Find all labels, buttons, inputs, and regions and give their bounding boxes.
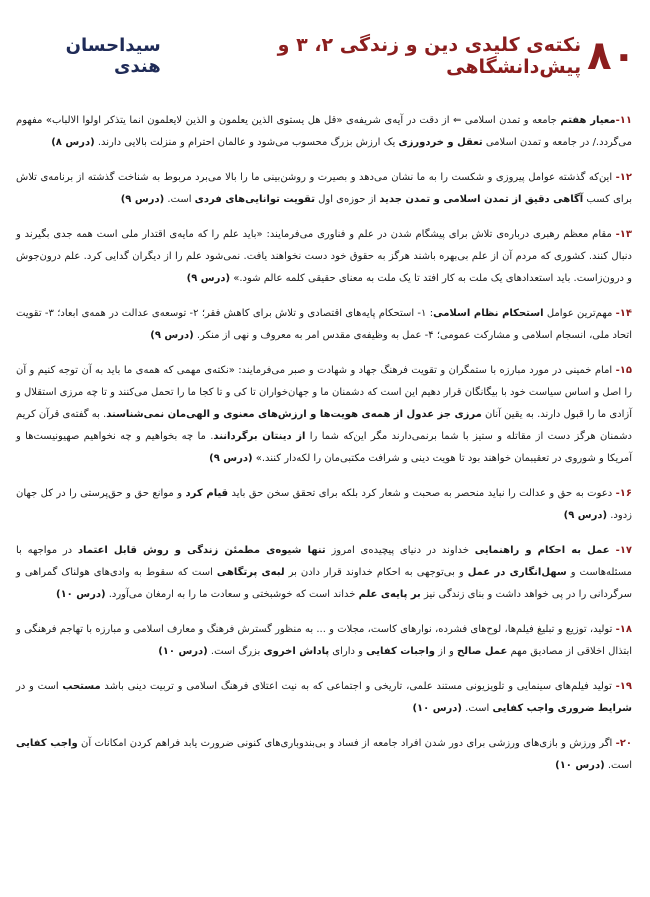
item-number: ۱۴- xyxy=(615,308,632,319)
author-name: سیداحسان هندی xyxy=(65,35,161,77)
item-text: اگر ورزش و بازی‌های ورزشی برای دور شدن افراد جامعه از فساد و بی‌بندوباری‌های کنونی ضرورت یابد فراهم کردن امکانات آن xyxy=(77,738,616,749)
list-item xyxy=(16,483,632,527)
lesson-reference: (درس ۹) xyxy=(120,194,165,205)
item-text: خداوند در دنیای پیچیده‌ی امروز xyxy=(325,545,475,556)
item-number: ۱۵- xyxy=(615,365,632,376)
item-text: یک ارزش بزرگ محسوب می‌شود و عالمان احترام و منزلت بالایی دارند. xyxy=(94,137,399,148)
list-item xyxy=(16,540,632,606)
item-text-bold: واجب کفایی xyxy=(16,738,78,749)
item-text-bold: عمل صالح xyxy=(456,646,508,657)
item-text: تولید فیلم‌های سینمایی و تلویزیونی مستند علمی، تاریخی و اجتماعی که به نیت اعتلای فرهنگ اسلامی و تربیت دینی باشد xyxy=(100,681,616,692)
item-text-bold: تنها شیوه‌ی مطمئن زندگی و روش قابل اعتماد xyxy=(77,545,326,556)
item-text-bold: مرزی جز عدول از همه‌ی هویت‌ها و ارزش‌های معنوی و الهی‌مان نمی‌شناسند xyxy=(106,409,482,420)
item-text-bold: قیام کرد xyxy=(185,488,229,499)
list-item xyxy=(16,676,632,720)
list-item xyxy=(16,110,632,154)
lesson-reference: (درس ۹) xyxy=(209,453,253,464)
item-text: است. xyxy=(164,194,195,205)
item-text-bold: معیار هفتم xyxy=(560,115,616,126)
item-text: دعوت به حق و عدالت را نباید منحصر به صحبت و شعار کرد بلکه برای تحقق سخن حق باید xyxy=(228,488,616,499)
item-number: ۲۰- xyxy=(615,738,632,749)
item-text: مقام معظم رهبری درباره‌ی تلاش برای پیشگام شدن در علم و فناوری می‌فرمایند: «باید علم را که مایه‌ی اقتدار ملی است همه جدی بگیرند و دنبال کنند. کشوری که مردم آن از علم بی‌بهره باشند هرگز به حقوق خود دست نخواهند یافت. نمی‌شود علم را از دیگران گدایی کرد. علم درون‌جوش و درون‌زاست. باید استعدادهای یک ملت به کار افتد تا یک ملت به معنای حقیقی کلمه عالم شود.» xyxy=(16,229,632,284)
page-title: نکته‌ی کلیدی دین و زندگی ۲، ۳ و پیش‌دانشگاهی xyxy=(277,34,582,78)
item-text: بزرگ است. xyxy=(207,646,264,657)
item-text: مهم‌ترین عوامل xyxy=(543,308,616,319)
lesson-reference: (درس ۱۰) xyxy=(158,646,208,657)
item-number: ۱۸- xyxy=(615,624,632,635)
item-text: جامعه و تمدن اسلامی ⇐ از دقت در آیه‌ی شریفه‌ی «قل هل یستوی الذین یعلمون و الذین لایعلمون انما یتذکر اولوا الالباب» مفهوم می‌گردد./ در جامعه و تمدن اسلامی xyxy=(16,115,632,148)
item-text: است که سقوط به وادی‌های هولناک گمراهی و سرگردانی را در پی خواهد داشت و بنای زندگی نیز xyxy=(16,567,632,600)
item-text: و بی‌توجهی به احکام خداوند قرار دادن بر xyxy=(284,567,468,578)
list-item xyxy=(16,360,632,470)
item-number: ۱۳- xyxy=(615,229,632,240)
lesson-reference: (درس ۹) xyxy=(563,510,608,521)
item-text-bold: سهل‌انگاری در عمل xyxy=(467,567,567,578)
item-text: است. xyxy=(604,760,632,771)
item-text-bold: آگاهی دقیق از تمدن اسلامی و تمدن جدید xyxy=(379,194,584,205)
item-text: در مواجهه با مسئله‌هاست و xyxy=(16,545,633,578)
lesson-reference: (درس ۱۰) xyxy=(56,589,106,600)
item-text: : ۱- استحکام پایه‌های اقتصادی و تلاش برای کاهش فقر؛ ۲- توسعه‌ی عدالت در همه‌ی ابعاد؛ ۳- تقویت اتحاد ملی، انسجام اسلامی و مشارکت عمومی؛ ۴- عمل به وظیفه‌ی مقدس امر به معروف و نهی از منکر. xyxy=(16,308,632,341)
list-item xyxy=(16,224,632,290)
item-text: این‌که گذشته عوامل پیروزی و شکست را به ما نشان می‌دهد و بصیرت و روشن‌بینی ما را بالا می‌برد مربوط به شناخت گذشته از برنامه‌ی تلاش برای کسب xyxy=(16,172,632,205)
lesson-reference: (درس ۹) xyxy=(186,273,231,284)
items-list xyxy=(16,100,632,790)
item-text: . ما چه بخواهیم و چه نخواهیم صهیونیست‌ها و آمریکا و شوروی در تعقیبمان خواهند بود تا هویت دینی و شرافت مکتبی‌مان را لکه‌دار کنند.» xyxy=(16,431,632,464)
item-text-bold: از دینتان برگردانند xyxy=(213,431,306,442)
item-number: ۱۲- xyxy=(615,172,632,183)
page-header xyxy=(14,30,636,82)
item-text: تولید، توزیع و تبلیغ فیلم‌ها، لوح‌های فشرده، نوارهای کاست، مجلات و ... به منظور گسترش فرهنگ و معارف اسلامی و مبارزه با تهاجم فرهنگی و ابتذال اخلاقی از مصادیق مهم xyxy=(16,624,632,657)
item-text-bold: مستحب xyxy=(62,681,101,692)
item-text: و از xyxy=(435,646,457,657)
list-item xyxy=(16,733,632,777)
item-text-bold: بر پایه‌ی علم xyxy=(358,589,421,600)
lesson-reference: (درس ۹) xyxy=(150,330,194,341)
item-number: ۱۶- xyxy=(615,488,632,499)
item-text-bold: تعقل و خردورزی xyxy=(398,137,483,148)
item-number: ۱۷- xyxy=(615,545,633,556)
item-text-bold: واجبات کفایی xyxy=(366,646,435,657)
item-text-bold: استحکام نظام اسلامی xyxy=(433,308,544,319)
item-text: و موانع حق و حق‌پرستی را در کل جهان زدود. xyxy=(16,488,632,521)
item-text: و دارای xyxy=(329,646,367,657)
item-text-bold: عمل به احکام و راهنمایی xyxy=(474,545,616,556)
item-number: ۱۹- xyxy=(615,681,632,692)
title-number: ۸۰ xyxy=(587,33,636,79)
list-item xyxy=(16,619,632,663)
item-number: ۱۱- xyxy=(615,115,633,126)
lesson-reference: (درس ۱۰) xyxy=(555,760,605,771)
title-block xyxy=(161,34,636,78)
item-text-bold: پاداش اخروی xyxy=(263,646,330,657)
item-text: امام خمینی در مورد مبارزه با ستمگران و تقویت فرهنگ جهاد و شهادت و صبر می‌فرمایند: «نکته‌ی مهمی که همه‌ی ما باید به آن توجه کنیم و آن را اصل و اساس سیاست خود با بیگانگان قرار دهیم این است که دشمنان ما و جهان‌خواران تا کی و تا کجا ما را تحمل می‌کنند و تا چه مرزی استقلال و آزادی ما را قبول دارند. به یقین آنان xyxy=(16,365,632,420)
lesson-reference: (درس ۸) xyxy=(51,137,95,148)
list-item xyxy=(16,303,632,347)
item-text: . به گفته‌ی قرآن کریم دشمنان هرگز دست از مقاتله و ستیز با شما برنمی‌دارند مگر این‌که شما را xyxy=(16,409,632,442)
item-text: خداند است که خوشبختی و سعادت ما را به ارمغان می‌آورد. xyxy=(105,589,359,600)
item-text-bold: تقویت توانایی‌های فردی xyxy=(194,194,315,205)
item-text: است و در xyxy=(16,681,63,692)
item-text-bold: لبه‌ی پرتگاهی xyxy=(216,567,285,578)
item-text: از حوزه‌ی اول xyxy=(314,194,380,205)
lesson-reference: (درس ۱۰) xyxy=(412,703,462,714)
item-text: است. xyxy=(461,703,493,714)
list-item xyxy=(16,167,632,211)
item-text-bold: شرایط ضروری واجب کفایی xyxy=(492,703,632,714)
